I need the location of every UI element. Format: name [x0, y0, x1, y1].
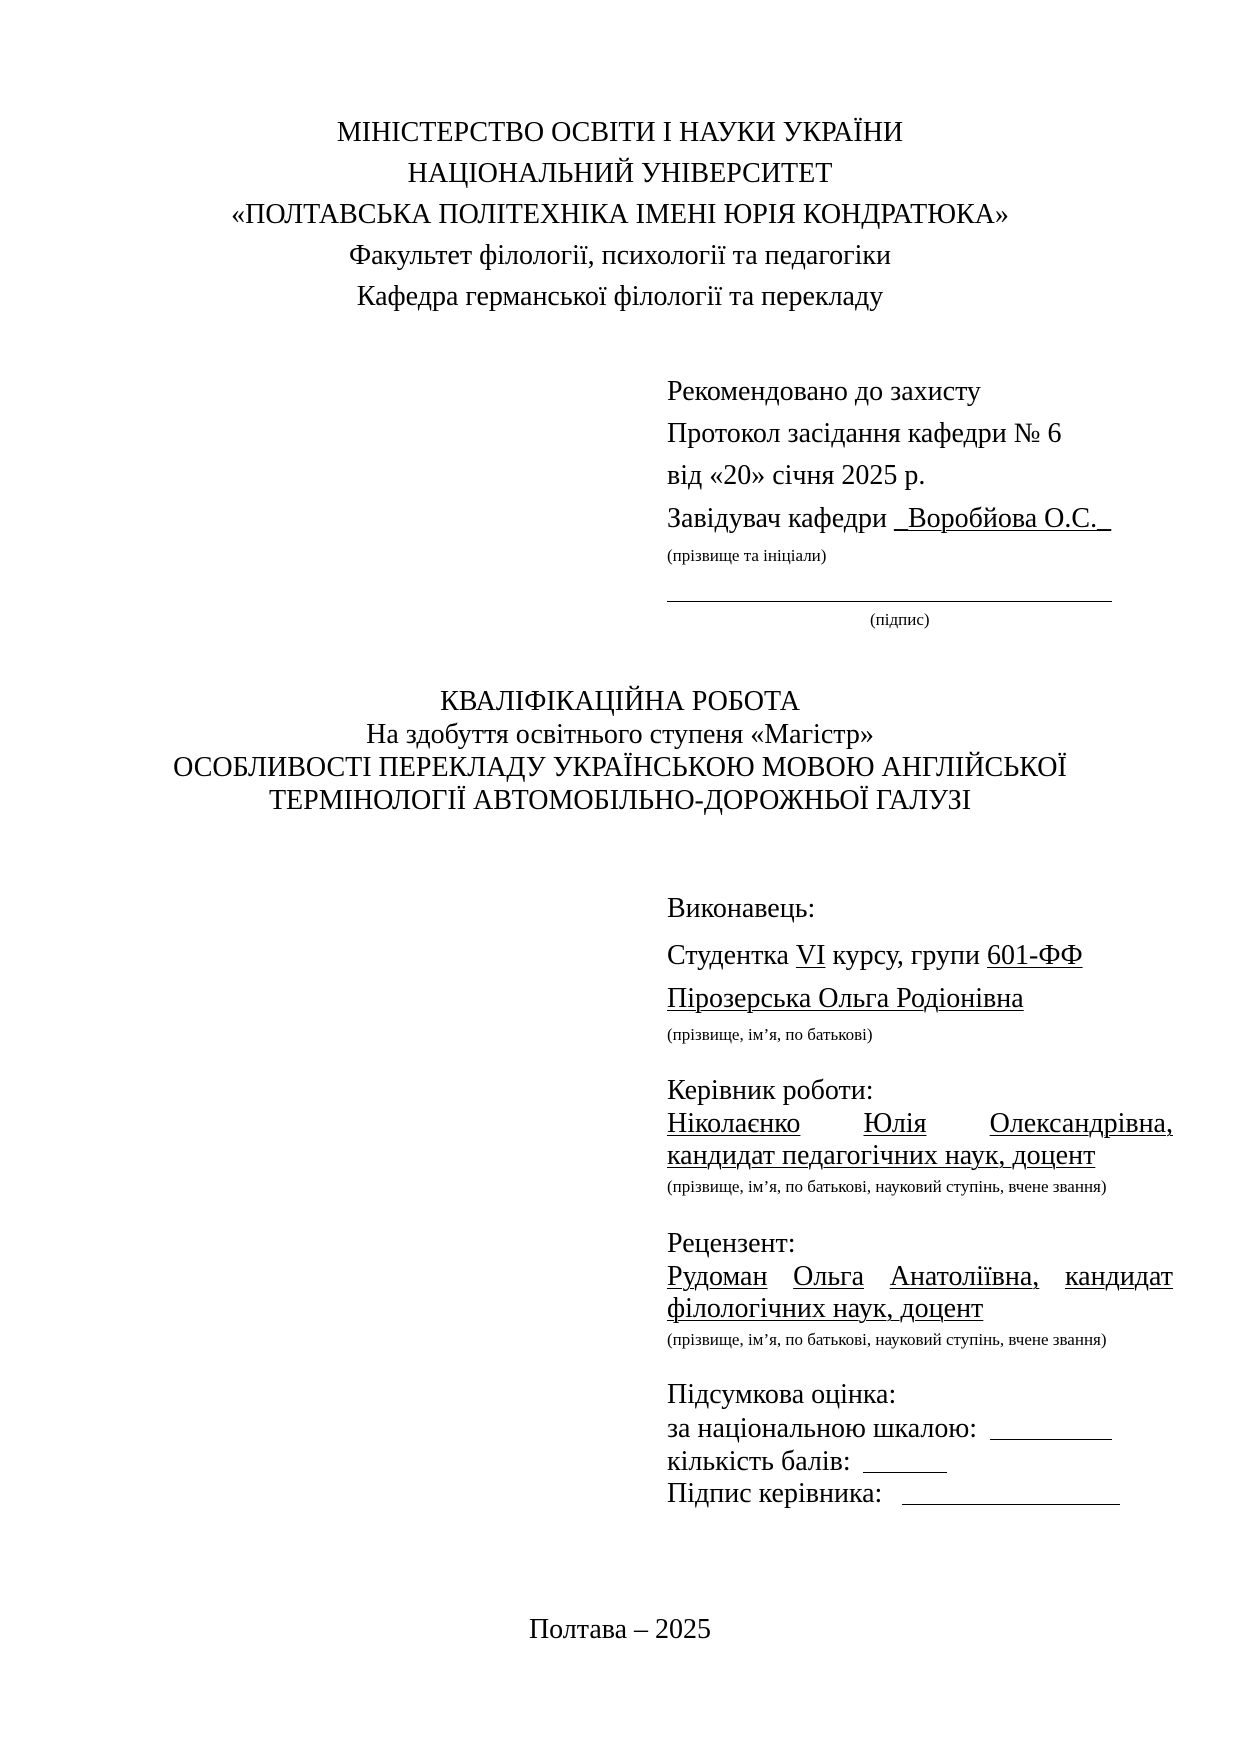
- city-year: Полтава – 2025: [528, 1614, 712, 1645]
- grade-signature-blank: [902, 1504, 1120, 1505]
- supervisor-note: (прізвище, ім’я, по батькові, науковий ступінь, вчене звання): [667, 1177, 1107, 1196]
- supervisor-word: Юлія: [863, 1108, 927, 1139]
- head-name: _Воробйова О.С._: [893, 503, 1112, 534]
- supervisor-line-1: [667, 1108, 1173, 1140]
- supervisor-line-2: кандидат педагогічних наук, доцент: [667, 1140, 1096, 1171]
- topic-line-2: ТЕРМІНОЛОГІЇ АВТОМОБІЛЬНО-ДОРОЖНЬОЇ ГАЛУЗІ: [268, 785, 972, 816]
- signature-line: [667, 601, 1112, 602]
- reviewer-word: Анатоліївна,: [889, 1261, 1040, 1292]
- grade-points-blank: [863, 1472, 947, 1473]
- department-line: Кафедра германської філології та перекладу: [356, 281, 884, 312]
- supervisor-label: Керівник роботи:: [667, 1075, 874, 1106]
- grade-national-blank: [990, 1439, 1112, 1440]
- grade-label: Підсумкова оцінка:: [667, 1379, 897, 1410]
- student-prefix: Студентка: [667, 940, 796, 971]
- reviewer-line-1: [667, 1261, 1173, 1293]
- grade-national: за національною шкалою:: [667, 1413, 978, 1444]
- group-value: 601-ФФ: [987, 940, 1083, 971]
- reviewer-word: Ольга: [793, 1261, 865, 1292]
- topic-line-1: ОСОБЛИВОСТІ ПЕРЕКЛАДУ УКРАЇНСЬКОЮ МОВОЮ АНГЛІЙСЬКОЇ: [173, 752, 1067, 783]
- head-note: (прізвище та ініціали): [667, 546, 827, 565]
- university-name-line: «ПОЛТАВСЬКА ПОЛІТЕХНІКА ІМЕНІ ЮРІЯ КОНДРАТЮКА»: [231, 199, 1009, 230]
- protocol-date: від «20» січня 2025 р.: [667, 460, 926, 491]
- student-line: [667, 940, 1083, 972]
- head-label: Завідувач кафедри: [667, 503, 887, 534]
- signature-note: (підпис): [870, 610, 930, 629]
- student-name: Пірозерська Ольга Родіонівна: [667, 983, 1024, 1014]
- student-note: (прізвище, ім’я, по батькові): [667, 1025, 873, 1044]
- reviewer-label: Рецензент:: [667, 1228, 796, 1259]
- protocol-text: Протокол засідання кафедри № 6: [667, 418, 1062, 449]
- reviewer-line-2: філологічних наук, доцент: [667, 1293, 984, 1324]
- work-type: КВАЛІФІКАЦІЙНА РОБОТА: [440, 686, 800, 717]
- reviewer-word: Рудоман: [667, 1261, 768, 1292]
- grade-signature: Підпис керівника:: [667, 1478, 883, 1509]
- supervisor-word: Олександрівна,: [989, 1108, 1173, 1139]
- reviewer-note: (прізвище, ім’я, по батькові, науковий ступінь, вчене звання): [667, 1330, 1107, 1349]
- head-of-department: [667, 503, 1111, 535]
- ministry-line: МІНІСТЕРСТВО ОСВІТИ І НАУКИ УКРАЇНИ: [336, 117, 904, 148]
- course-suffix: курсу, групи: [825, 940, 988, 971]
- faculty-line: Факультет філології, психології та педагогіки: [349, 240, 891, 271]
- degree-line: На здобуття освітнього ступеня «Магістр»: [366, 719, 874, 750]
- supervisor-word: Ніколаєнко: [667, 1108, 801, 1139]
- course-value: VI: [795, 940, 826, 971]
- executor-label: Виконавець:: [667, 893, 816, 924]
- recommended-text: Рекомендовано до захисту: [667, 376, 981, 407]
- university-line: НАЦІОНАЛЬНИЙ УНІВЕРСИТЕТ: [407, 158, 833, 189]
- grade-points: кількість балів:: [667, 1446, 851, 1477]
- reviewer-word: кандидат: [1064, 1261, 1173, 1292]
